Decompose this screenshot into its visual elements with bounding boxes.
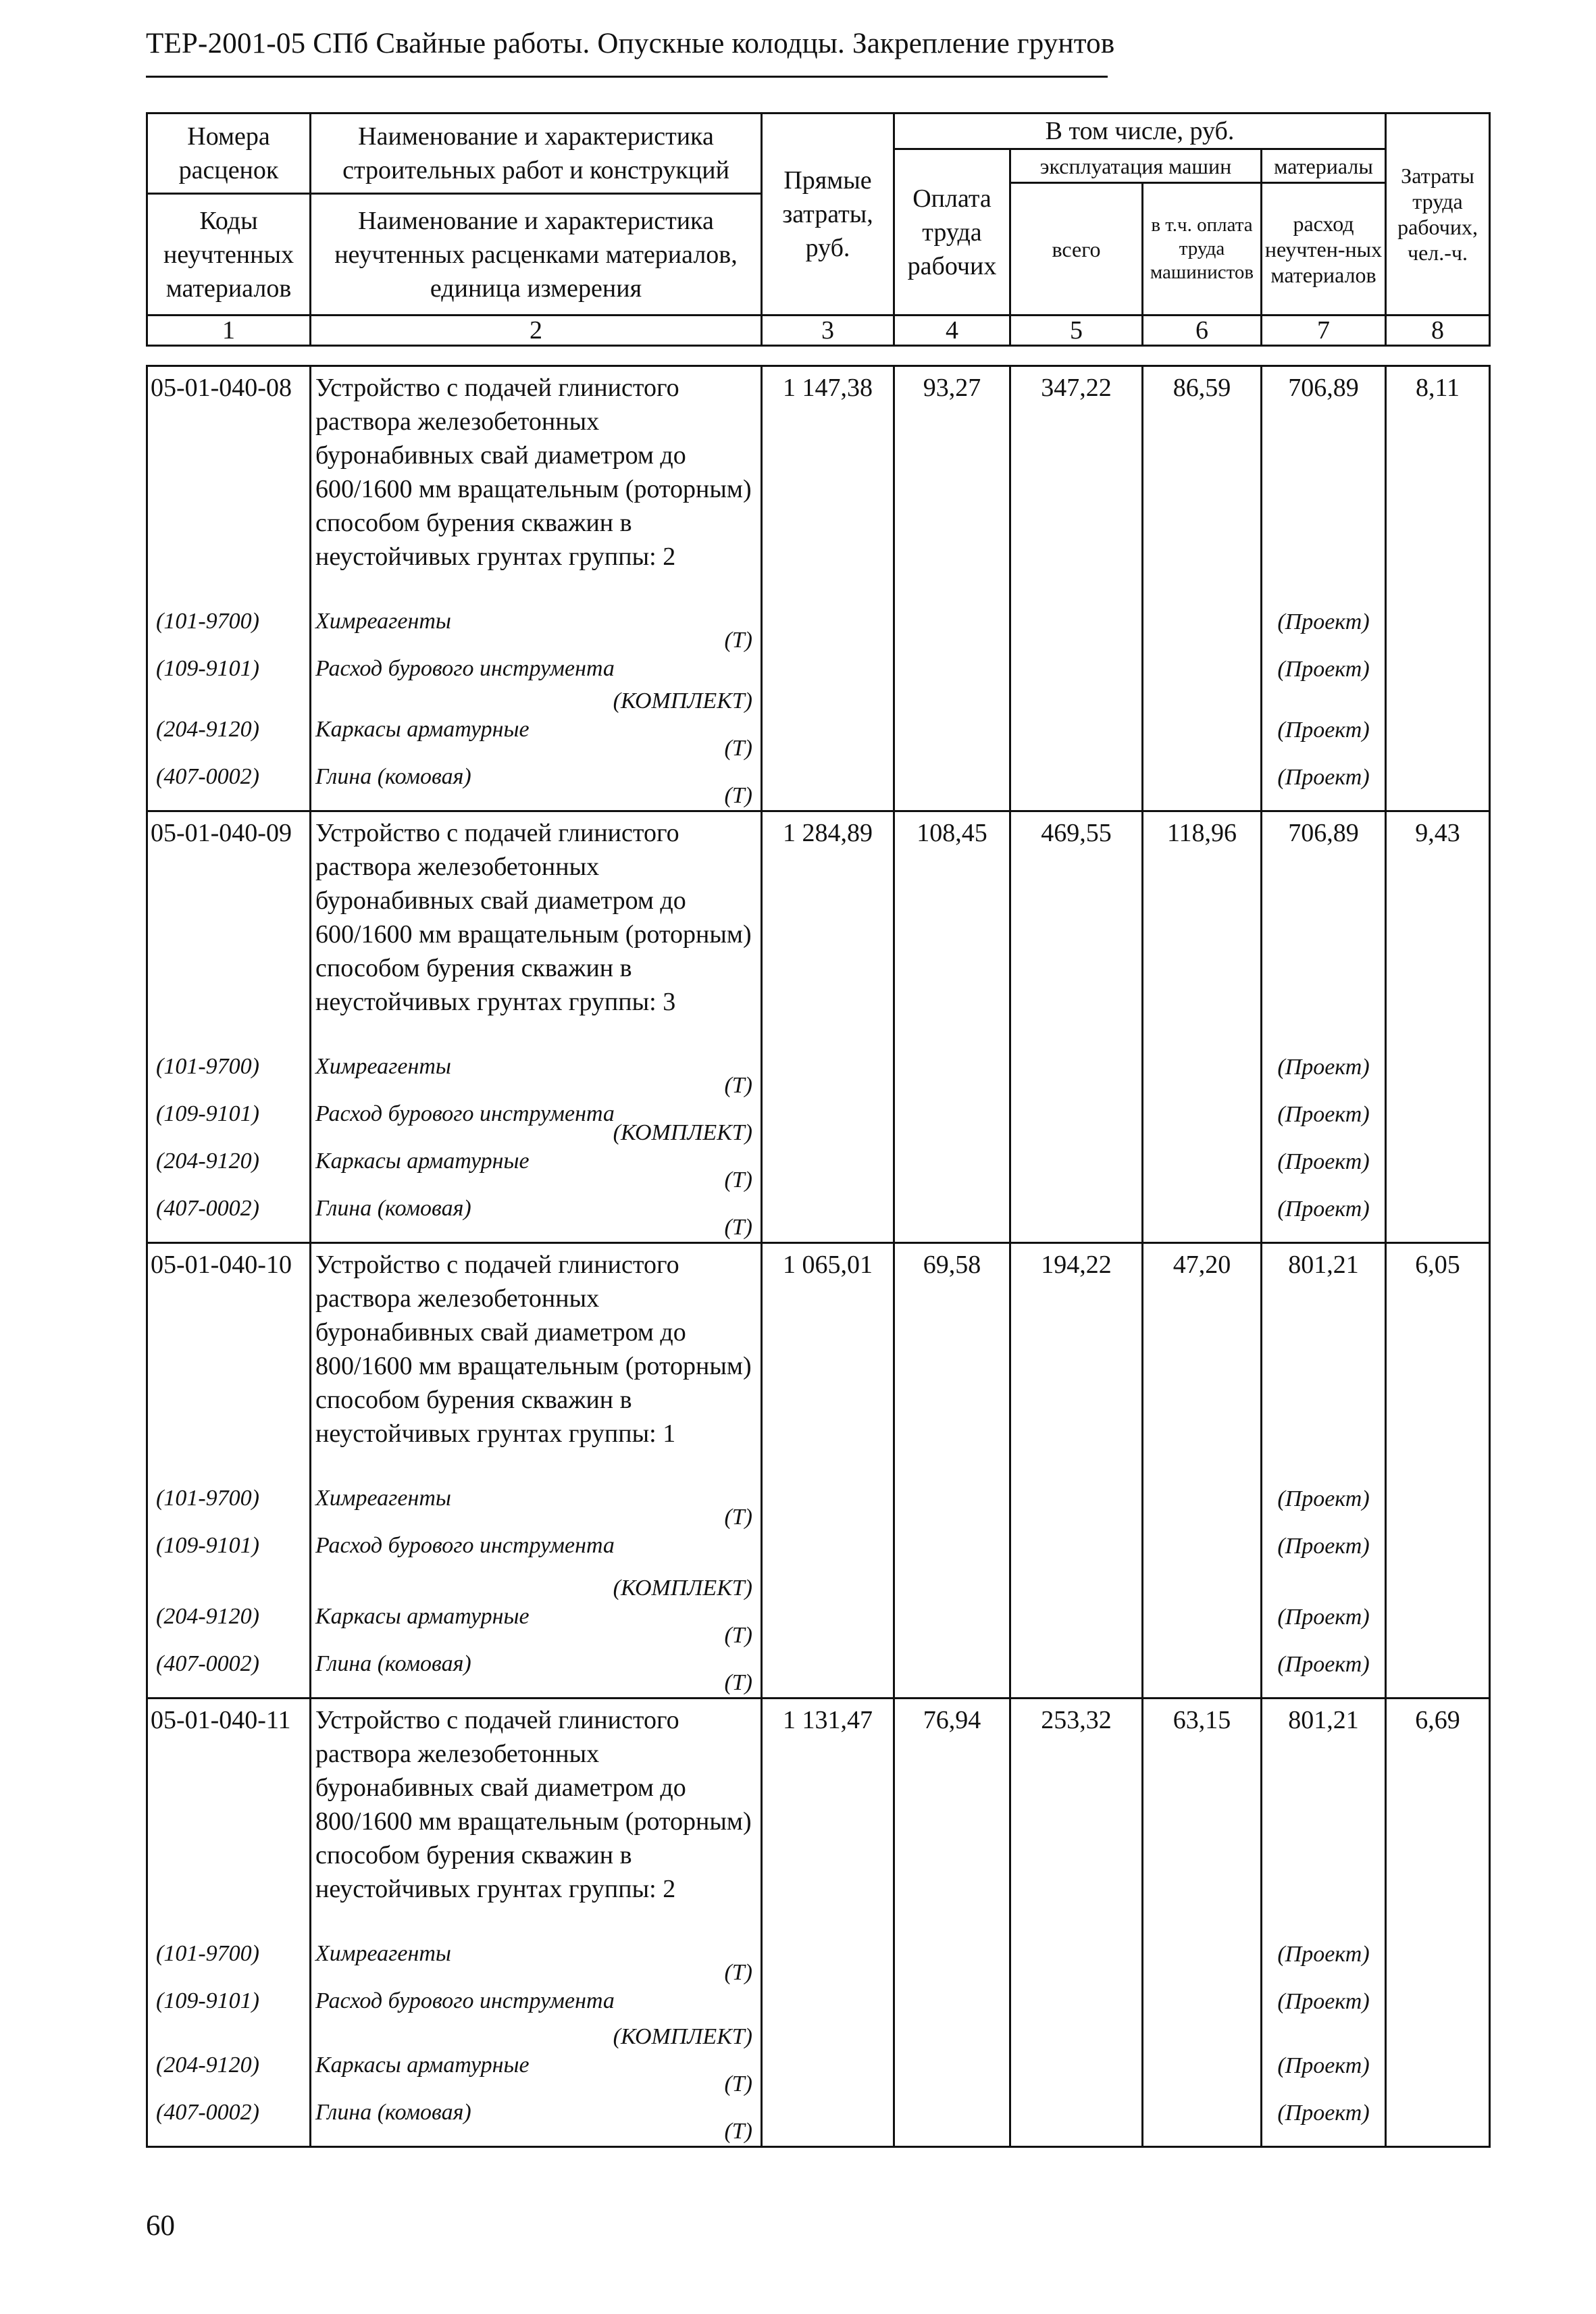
material-unit: (КОМПЛЕКТ) (613, 688, 752, 713)
rate-description: Устройство с подачей глинистого раствора железобетонных буронабивных свай диаметром до 600/1600 мм вращательным (роторным) способом бурения скважин в неустойчивых грунтах группы: 3 (311, 811, 762, 1053)
material-code: (204-9120) (156, 717, 259, 742)
materials-cost: 801,21 (1262, 1699, 1386, 1940)
material-row (147, 655, 1490, 715)
material-value: (Проект) (1262, 1940, 1386, 1987)
material-value: (Проект) (1262, 1147, 1386, 1194)
direct-costs: 1 131,47 (762, 1699, 894, 1940)
rate-row (147, 1243, 1490, 1485)
worker-pay: 108,45 (894, 811, 1010, 1053)
material-row (147, 1194, 1490, 1243)
material-name: Расход бурового инструмента (315, 1988, 615, 2013)
material-name: Химреагенты (315, 1054, 451, 1079)
direct-costs: 1 065,01 (762, 1243, 894, 1485)
material-name: Каркасы арматурные (315, 717, 530, 742)
material-name: Расход бурового инструмента (315, 656, 615, 681)
material-unit: (Т) (724, 1167, 752, 1192)
column-number: 2 (311, 316, 762, 346)
material-value: (Проект) (1262, 2098, 1386, 2147)
material-row (147, 2051, 1490, 2098)
material-unit: (КОМПЛЕКТ) (613, 1576, 752, 1601)
labor-hours: 6,69 (1386, 1699, 1490, 1940)
material-unit: (Т) (724, 1623, 752, 1648)
column-number: 5 (1010, 316, 1143, 346)
material-unit: (Т) (724, 736, 752, 761)
material-value: (Проект) (1262, 1987, 1386, 2051)
operators-pay: 86,59 (1143, 366, 1262, 608)
material-unit: (Т) (724, 1960, 752, 1985)
materials-cost: 801,21 (1262, 1243, 1386, 1485)
material-code: (109-9101) (156, 656, 259, 681)
material-row (147, 1484, 1490, 1532)
worker-pay: 69,58 (894, 1243, 1010, 1485)
header-rate-number: Номера расценок (147, 114, 311, 194)
material-value: (Проект) (1262, 2051, 1386, 2098)
column-number: 6 (1143, 316, 1262, 346)
machines-total: 469,55 (1010, 811, 1143, 1053)
material-code: (204-9120) (156, 2053, 259, 2078)
material-unit: (Т) (724, 1073, 752, 1098)
material-value: (Проект) (1262, 655, 1386, 715)
rate-row (147, 1699, 1490, 1940)
direct-costs: 1 147,38 (762, 366, 894, 608)
operators-pay: 47,20 (1143, 1243, 1262, 1485)
header-unaccounted-materials: расход неучтен-ных материалов (1262, 183, 1386, 316)
column-number: 4 (894, 316, 1010, 346)
material-row (147, 715, 1490, 763)
material-row (147, 607, 1490, 655)
operators-pay: 118,96 (1143, 811, 1262, 1053)
material-code: (109-9101) (156, 1988, 259, 2013)
material-row (147, 1940, 1490, 1987)
material-value: (Проект) (1262, 1194, 1386, 1243)
material-name: Каркасы арматурные (315, 1604, 530, 1629)
operators-pay: 63,15 (1143, 1699, 1262, 1940)
material-name: Химреагенты (315, 1486, 451, 1511)
page-number: 60 (146, 2210, 175, 2242)
header-worker-pay: Оплата труда рабочих (894, 149, 1010, 316)
labor-hours: 9,43 (1386, 811, 1490, 1053)
material-code: (109-9101) (156, 1101, 259, 1126)
material-name: Каркасы арматурные (315, 1149, 530, 1174)
machines-total: 194,22 (1010, 1243, 1143, 1485)
material-code: (101-9700) (156, 609, 259, 634)
material-row (147, 763, 1490, 811)
header-direct-costs: Прямые затраты, руб. (762, 114, 894, 316)
material-name: Расход бурового инструмента (315, 1101, 615, 1126)
material-value: (Проект) (1262, 715, 1386, 763)
header-rule (146, 76, 1108, 78)
material-unit: (Т) (724, 1505, 752, 1530)
worker-pay: 93,27 (894, 366, 1010, 608)
rate-description: Устройство с подачей глинистого раствора железобетонных буронабивных свай диаметром до 600/1600 мм вращательным (роторным) способом бурения скважин в неустойчивых грунтах группы: 2 (311, 366, 762, 608)
header-work-name: Наименование и характеристика строительных работ и конструкций (311, 114, 762, 194)
rate-code: 05-01-040-08 (147, 366, 311, 608)
material-name: Глина (комовая) (315, 764, 471, 789)
material-name: Расход бурового инструмента (315, 1533, 615, 1558)
column-number: 7 (1262, 316, 1386, 346)
rate-description: Устройство с подачей глинистого раствора железобетонных буронабивных свай диаметром до 800/1600 мм вращательным (роторным) способом бурения скважин в неустойчивых грунтах группы: 2 (311, 1699, 762, 1940)
material-value: (Проект) (1262, 1532, 1386, 1603)
material-value: (Проект) (1262, 1053, 1386, 1100)
material-row (147, 2098, 1490, 2147)
material-value: (Проект) (1262, 1100, 1386, 1147)
material-row (147, 1987, 1490, 2051)
material-code: (101-9700) (156, 1054, 259, 1079)
material-row (147, 1100, 1490, 1147)
table-header (146, 112, 1491, 347)
material-unit: (КОМПЛЕКТ) (613, 2024, 752, 2049)
material-unit: (Т) (724, 2071, 752, 2096)
material-name: Химреагенты (315, 609, 451, 634)
header-labor-hours: Затраты труда рабочих, чел.-ч. (1386, 114, 1490, 316)
rate-row (147, 811, 1490, 1053)
material-row (147, 1053, 1490, 1100)
column-number: 3 (762, 316, 894, 346)
material-row (147, 1603, 1490, 1650)
direct-costs: 1 284,89 (762, 811, 894, 1053)
rate-row (147, 366, 1490, 608)
labor-hours: 8,11 (1386, 366, 1490, 608)
column-number: 1 (147, 316, 311, 346)
rates-table (146, 365, 1491, 2148)
material-value: (Проект) (1262, 1603, 1386, 1650)
header-including: В том числе, руб. (894, 114, 1386, 149)
material-unit: (Т) (724, 628, 752, 653)
material-row (147, 1147, 1490, 1194)
material-value: (Проект) (1262, 607, 1386, 655)
material-code: (109-9101) (156, 1533, 259, 1558)
material-unit: (КОМПЛЕКТ) (613, 1120, 752, 1145)
rate-code: 05-01-040-09 (147, 811, 311, 1053)
material-value: (Проект) (1262, 763, 1386, 811)
material-name: Глина (комовая) (315, 1651, 471, 1676)
materials-cost: 706,89 (1262, 366, 1386, 608)
header-material-codes: Коды неучтенных материалов (147, 194, 311, 316)
material-row (147, 1650, 1490, 1699)
header-machines-total: всего (1010, 183, 1143, 316)
material-value: (Проект) (1262, 1484, 1386, 1532)
material-unit: (Т) (724, 2119, 752, 2144)
material-code: (101-9700) (156, 1486, 259, 1511)
machines-total: 347,22 (1010, 366, 1143, 608)
material-name: Глина (комовая) (315, 1196, 471, 1221)
material-code: (407-0002) (156, 1196, 259, 1221)
material-unit: (Т) (724, 1670, 752, 1695)
rate-code: 05-01-040-10 (147, 1243, 311, 1485)
header-machine-operation: эксплуатация машин (1010, 149, 1262, 183)
header-materials: материалы (1262, 149, 1386, 183)
rate-description: Устройство с подачей глинистого раствора железобетонных буронабивных свай диаметром до 800/1600 мм вращательным (роторным) способом бурения скважин в неустойчивых грунтах группы: 1 (311, 1243, 762, 1485)
running-header: ТЕР-2001-05 СПб Свайные работы. Опускные колодцы. Закрепление грунтов (146, 28, 1115, 59)
material-value: (Проект) (1262, 1650, 1386, 1699)
material-unit: (Т) (724, 1215, 752, 1240)
machines-total: 253,32 (1010, 1699, 1143, 1940)
column-number: 8 (1386, 316, 1490, 346)
material-code: (407-0002) (156, 764, 259, 789)
material-unit: (Т) (724, 783, 752, 808)
material-code: (407-0002) (156, 2100, 259, 2125)
material-name: Каркасы арматурные (315, 2053, 530, 2078)
material-row (147, 1532, 1490, 1603)
material-name: Химреагенты (315, 1941, 451, 1966)
material-code: (407-0002) (156, 1651, 259, 1676)
header-operators-pay: в т.ч. оплата труда машинистов (1143, 183, 1262, 316)
worker-pay: 76,94 (894, 1699, 1010, 1940)
material-code: (204-9120) (156, 1149, 259, 1174)
material-name: Глина (комовая) (315, 2100, 471, 2125)
material-code: (101-9700) (156, 1941, 259, 1966)
header-material-name: Наименование и характеристика неучтенных расценками материалов, единица измерения (311, 194, 762, 316)
rate-code: 05-01-040-11 (147, 1699, 311, 1940)
material-code: (204-9120) (156, 1604, 259, 1629)
materials-cost: 706,89 (1262, 811, 1386, 1053)
labor-hours: 6,05 (1386, 1243, 1490, 1485)
